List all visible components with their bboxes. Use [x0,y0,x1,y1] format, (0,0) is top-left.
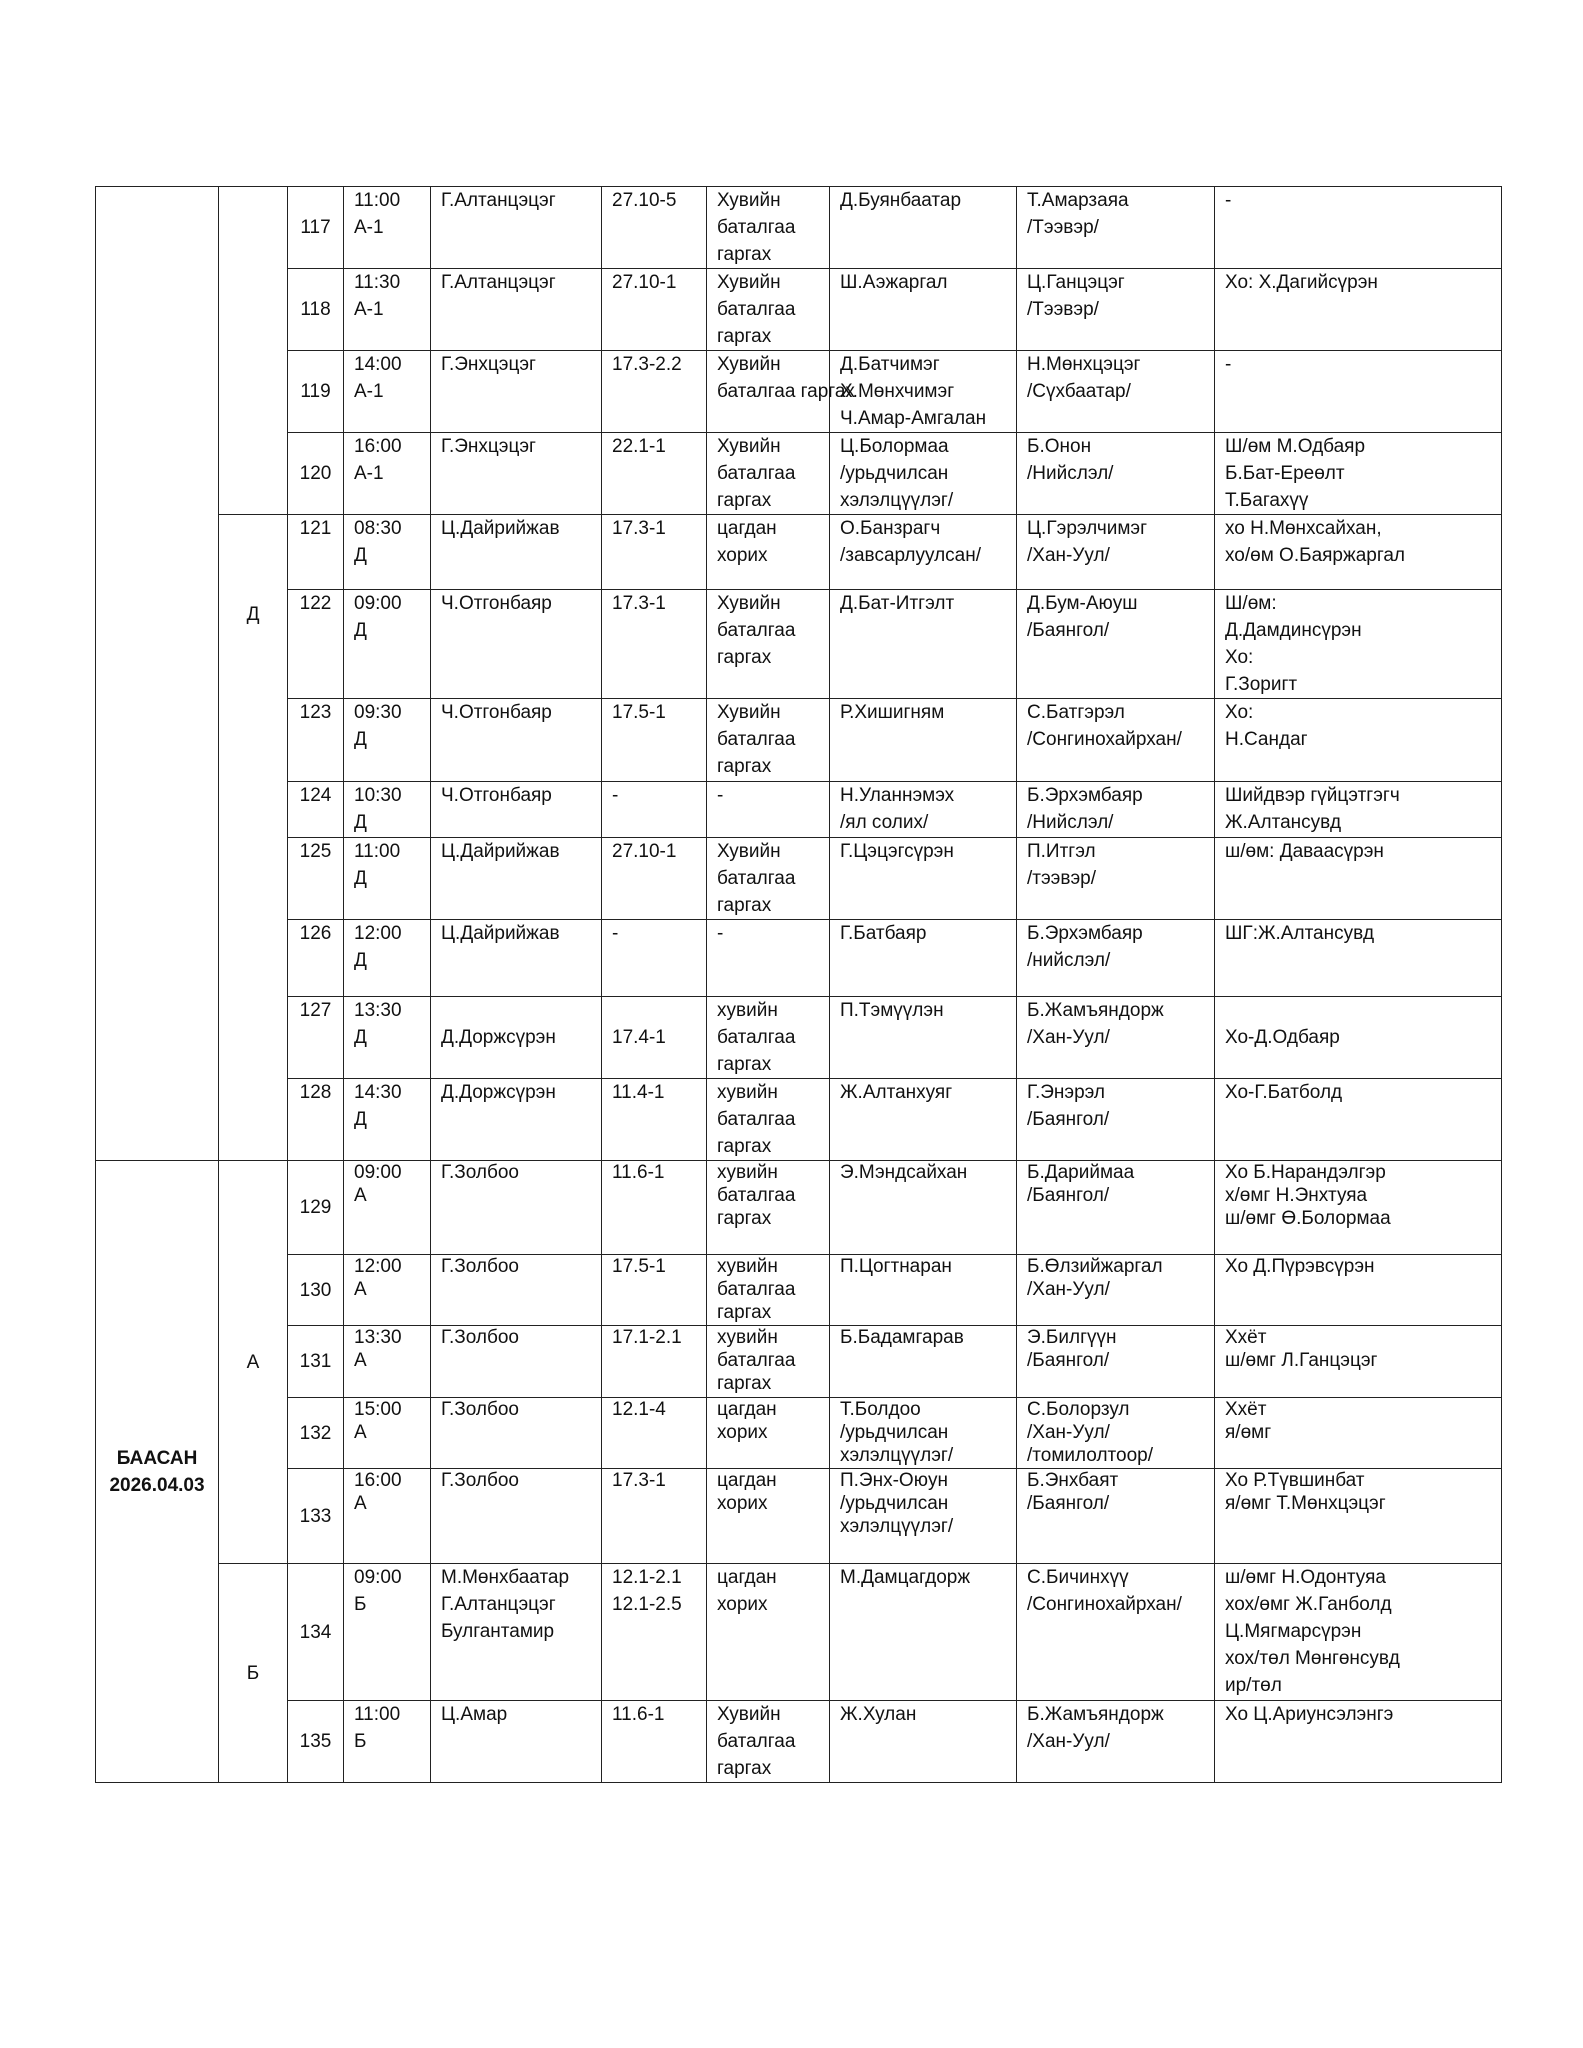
note: Хо-Д.Одбаяр [1215,997,1502,1079]
hall-label: Д [219,515,288,1161]
time-room: 12:00 Д [344,920,431,997]
prosecutor: Т.Амарзаяа /Тээвэр/ [1017,187,1215,269]
table-row [96,1079,1502,1161]
measure: цагдан хорих [707,1564,830,1701]
judge: Г.Золбоо [431,1161,602,1255]
note: - [1215,351,1502,433]
defendant: Д.Батчимэг Х.Мөнхчимэг Ч.Амар-Амгалан [830,351,1017,433]
table-row [96,1564,1502,1701]
time-room: 09:00 А [344,1161,431,1255]
defendant: Ж.Алтанхуяг [830,1079,1017,1161]
prosecutor: Ц.Ганцэцэг /Тээвэр/ [1017,269,1215,351]
article: 11.6-1 [602,1161,707,1255]
article: 17.5-1 [602,1255,707,1326]
judge: Д.Доржсүрэн [431,1079,602,1161]
judge: Ц.Дайрийжав [431,920,602,997]
table-row [96,187,1502,269]
table-row [96,1255,1502,1326]
prosecutor: Б.Дариймаа /Баянгол/ [1017,1161,1215,1255]
defendant: Д.Буянбаатар [830,187,1017,269]
article: 12.1-4 [602,1398,707,1469]
measure: Хувийн баталгаа гаргах [707,433,830,515]
defendant: Б.Бадамгарав [830,1326,1017,1398]
prosecutor: Б.Жамъяндорж /Хан-Уул/ [1017,1701,1215,1783]
time-room: 09:00 Д [344,590,431,699]
article: 22.1-1 [602,433,707,515]
note: Ш/өм: Д.Дамдинсүрэн Хо: Г.Зоригт [1215,590,1502,699]
note: ш/өм: Даваасүрэн [1215,838,1502,920]
prosecutor: Б.Эрхэмбаяр /нийслэл/ [1017,920,1215,997]
article: 11.6-1 [602,1701,707,1783]
table-row [96,1701,1502,1783]
table-row [96,351,1502,433]
table-row [96,838,1502,920]
measure: - [707,782,830,838]
time-room: 14:30 Д [344,1079,431,1161]
article: 17.3-1 [602,515,707,590]
hall-label: А [219,1161,288,1564]
measure: цагдан хорих [707,515,830,590]
time-room: 09:30 Д [344,699,431,782]
measure: Хувийн баталгаа гаргах [707,351,830,433]
measure: Хувийн баталгаа гаргах [707,269,830,351]
article: 11.4-1 [602,1079,707,1161]
hall-label: Б [219,1564,288,1783]
article: 27.10-5 [602,187,707,269]
time-room: 11:00 Д [344,838,431,920]
article: 17.1-2.1 [602,1326,707,1398]
table-row [96,1326,1502,1398]
measure: хувийн баталгаа гаргах [707,1255,830,1326]
note: Хо Ц.Ариунсэлэнгэ [1215,1701,1502,1783]
article: 27.10-1 [602,838,707,920]
article: 17.4-1 [602,997,707,1079]
note: Хо: Н.Сандаг [1215,699,1502,782]
article: 17.5-1 [602,699,707,782]
measure: хувийн баталгаа гаргах [707,1161,830,1255]
note: ШГ:Ж.Алтансувд [1215,920,1502,997]
table-row [96,1469,1502,1564]
row-number: 121 [288,515,344,590]
prosecutor: Г.Энэрэл /Баянгол/ [1017,1079,1215,1161]
article: 12.1-2.1 12.1-2.5 [602,1564,707,1701]
row-number: 132 [288,1398,344,1469]
defendant: Ш.Аэжаргал [830,269,1017,351]
measure: Хувийн баталгаа гаргах [707,699,830,782]
prosecutor: Б.Эрхэмбаяр /Нийслэл/ [1017,782,1215,838]
note: Хо-Г.Батболд [1215,1079,1502,1161]
prosecutor: Б.Энхбаят /Баянгол/ [1017,1469,1215,1564]
defendant: П.Энх-Оюун /урьдчилсан хэлэлцүүлэг/ [830,1469,1017,1564]
hall-cell-empty [219,187,288,515]
time-room: 16:00 А-1 [344,433,431,515]
note: ш/өмг Н.Одонтуяа хох/өмг Ж.Ганболд Ц.Мягмарсүрэн хох/төл Мөнгөнсувд ир/төл [1215,1564,1502,1701]
row-number: 127 [288,997,344,1079]
judge: Г.Золбоо [431,1326,602,1398]
judge: Ч.Отгонбаяр [431,782,602,838]
prosecutor: П.Итгэл /тээвэр/ [1017,838,1215,920]
defendant: Ц.Болормаа /урьдчилсан хэлэлцүүлэг/ [830,433,1017,515]
time-room: 15:00 А [344,1398,431,1469]
row-number: 117 [288,187,344,269]
prosecutor: Д.Бум-Аюуш /Баянгол/ [1017,590,1215,699]
judge: Д.Доржсүрэн [431,997,602,1079]
day-date: 2026.04.03 [109,1474,205,1496]
row-number: 122 [288,590,344,699]
row-number: 131 [288,1326,344,1398]
judge: Ч.Отгонбаяр [431,590,602,699]
time-room: 08:30 Д [344,515,431,590]
row-number: 118 [288,269,344,351]
measure: хувийн баталгаа гаргах [707,1326,830,1398]
table-row [96,782,1502,838]
defendant: Д.Бат-Итгэлт [830,590,1017,699]
note: Шийдвэр гүйцэтгэгч Ж.Алтансувд [1215,782,1502,838]
row-number: 123 [288,699,344,782]
measure: хувийн баталгаа гаргах [707,1079,830,1161]
table-row [96,590,1502,699]
day-name: БААСАН [116,1447,198,1469]
judge: Г.Золбоо [431,1398,602,1469]
defendant: П.Цогтнаран [830,1255,1017,1326]
note: хо Н.Мөнхсайхан, хо/өм О.Баяржаргал [1215,515,1502,590]
note: Ш/өм М.Одбаяр Б.Бат-Ереөлт Т.Багахүү [1215,433,1502,515]
judge: Ц.Амар [431,1701,602,1783]
time-room: 16:00 А [344,1469,431,1564]
row-number: 135 [288,1701,344,1783]
table-row [96,920,1502,997]
measure: цагдан хорих [707,1469,830,1564]
prosecutor: С.Батгэрэл /Сонгинохайрхан/ [1017,699,1215,782]
article: - [602,782,707,838]
time-room: 12:00 А [344,1255,431,1326]
judge: Г.Золбоо [431,1469,602,1564]
prosecutor: Н.Мөнхцэцэг /Сүхбаатар/ [1017,351,1215,433]
prosecutor: Б.Өлзийжаргал /Хан-Уул/ [1017,1255,1215,1326]
row-number: 125 [288,838,344,920]
table-row [96,699,1502,782]
row-number: 129 [288,1161,344,1255]
row-number: 126 [288,920,344,997]
defendant: Э.Мэндсайхан [830,1161,1017,1255]
day-cell-empty [96,187,219,1161]
table-row [96,515,1502,590]
row-number: 130 [288,1255,344,1326]
article: - [602,920,707,997]
prosecutor: Б.Жамъяндорж /Хан-Уул/ [1017,997,1215,1079]
article: 17.3-1 [602,1469,707,1564]
judge: Ц.Дайрийжав [431,515,602,590]
article: 17.3-1 [602,590,707,699]
note: Хо Д.Пүрэвсүрэн [1215,1255,1502,1326]
table-row [96,1398,1502,1469]
row-number: 120 [288,433,344,515]
row-number: 119 [288,351,344,433]
time-room: 11:30 А-1 [344,269,431,351]
prosecutor: Б.Онон /Нийслэл/ [1017,433,1215,515]
judge: Г.Алтанцэцэг [431,187,602,269]
measure: цагдан хорих [707,1398,830,1469]
time-room: 14:00 А-1 [344,351,431,433]
defendant: Ж.Хулан [830,1701,1017,1783]
defendant: О.Банзрагч /завсарлуулсан/ [830,515,1017,590]
defendant: Н.Уланнэмэх /ял солих/ [830,782,1017,838]
note: Хо Б.Нарандэлгэр х/өмг Н.Энхтуяа ш/өмг Ө.Болормаа [1215,1161,1502,1255]
time-room: 13:30 А [344,1326,431,1398]
measure: Хувийн баталгаа гаргах [707,187,830,269]
schedule-table [95,186,1502,1783]
prosecutor: Ц.Гэрэлчимэг /Хан-Уул/ [1017,515,1215,590]
judge: Г.Золбоо [431,1255,602,1326]
time-room: 13:30 Д [344,997,431,1079]
defendant: Г.Батбаяр [830,920,1017,997]
article: 17.3-2.2 [602,351,707,433]
defendant: П.Тэмүүлэн [830,997,1017,1079]
note: Ххёт я/өмг [1215,1398,1502,1469]
judge: Г.Энхцэцэг [431,433,602,515]
measure: Хувийн баталгаа гаргах [707,838,830,920]
row-number: 124 [288,782,344,838]
defendant: Г.Цэцэгсүрэн [830,838,1017,920]
time-room: 09:00 Б [344,1564,431,1701]
note: Хо: Х.Дагийсүрэн [1215,269,1502,351]
table-row [96,1161,1502,1255]
table-row [96,269,1502,351]
judge: Ч.Отгонбаяр [431,699,602,782]
time-room: 11:00 Б [344,1701,431,1783]
article: 27.10-1 [602,269,707,351]
time-room: 10:30 Д [344,782,431,838]
prosecutor: С.Болорзул /Хан-Уул/ /томилолтоор/ [1017,1398,1215,1469]
measure: хувийн баталгаа гаргах [707,997,830,1079]
defendant: Р.Хишигням [830,699,1017,782]
table-row [96,997,1502,1079]
table-row [96,433,1502,515]
time-room: 11:00 А-1 [344,187,431,269]
judge: Ц.Дайрийжав [431,838,602,920]
measure: - [707,920,830,997]
prosecutor: Э.Билгүүн /Баянгол/ [1017,1326,1215,1398]
judge: Г.Алтанцэцэг [431,269,602,351]
row-number: 133 [288,1469,344,1564]
defendant: М.Дамцагдорж [830,1564,1017,1701]
note: - [1215,187,1502,269]
note: Ххёт ш/өмг Л.Ганцэцэг [1215,1326,1502,1398]
judge: М.Мөнхбаатар Г.Алтанцэцэг Булгантамир [431,1564,602,1701]
defendant: Т.Болдоо /урьдчилсан хэлэлцүүлэг/ [830,1398,1017,1469]
judge: Г.Энхцэцэг [431,351,602,433]
day-cell [96,1161,219,1783]
prosecutor: С.Бичинхүү /Сонгинохайрхан/ [1017,1564,1215,1701]
measure: Хувийн баталгаа гаргах [707,1701,830,1783]
row-number: 134 [288,1564,344,1701]
note: Хо Р.Түвшинбат я/өмг Т.Мөнхцэцэг [1215,1469,1502,1564]
row-number: 128 [288,1079,344,1161]
measure: Хувийн баталгаа гаргах [707,590,830,699]
